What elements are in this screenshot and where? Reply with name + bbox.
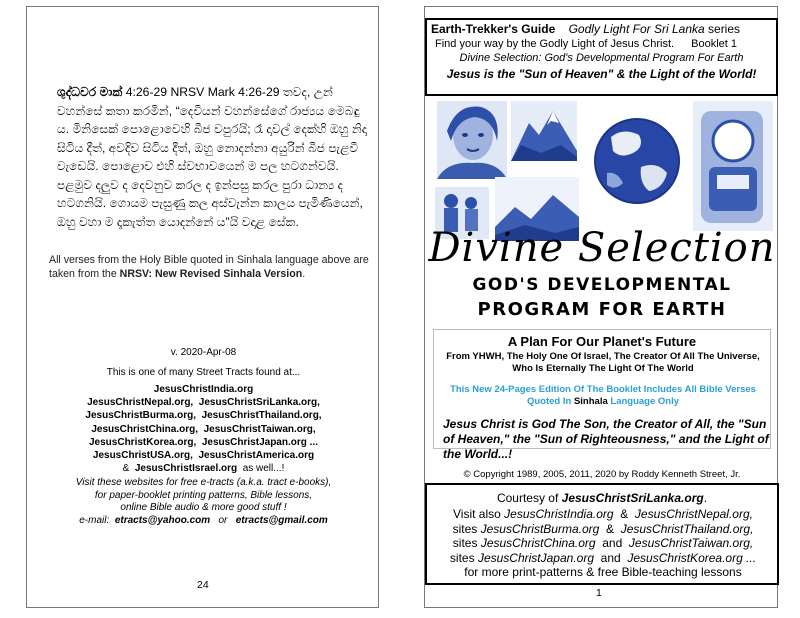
site-link[interactable]: JesusChristIsrael.org <box>134 463 238 475</box>
email-label: e-mail: <box>79 514 110 526</box>
visit-note <box>37 477 370 527</box>
series-name: Godly Light For Sri Lanka <box>568 22 705 36</box>
header-line-2 <box>435 38 737 50</box>
courtesy-line <box>427 491 777 505</box>
edition-text-end: Language Only <box>607 396 680 407</box>
right-page <box>424 6 778 608</box>
site-link[interactable]: JesusChristChina.org, <box>91 423 199 435</box>
site-link[interactable]: JesusChristIndia.org <box>153 384 254 395</box>
site-link[interactable]: JesusChristJapan.org <box>477 550 594 565</box>
courtesy-text: & <box>606 521 615 536</box>
visit-line: Visit these websites for free e-tracts (a.k.a. tract e-books), <box>75 477 332 488</box>
mountain-image <box>511 101 577 161</box>
site-link[interactable]: JesusChristThailand.org, <box>620 521 754 536</box>
page-number: 24 <box>197 579 209 591</box>
edition-language: Sinhala <box>573 396 608 407</box>
bible-version-note <box>49 253 369 281</box>
left-page <box>26 6 379 608</box>
courtesy-dot: . <box>703 491 708 505</box>
as-well-text: as well...! <box>242 463 285 475</box>
verse-reference: ශුද්ධවර මාක් <box>57 85 123 99</box>
site-link[interactable]: JesusChristJapan.org ... <box>201 436 318 448</box>
ampersand: & <box>122 463 130 475</box>
site-link[interactable]: JesusChristThailand.org, <box>201 410 322 422</box>
header-motto: Jesus is the "Sun of Heaven" & the Light of the World! <box>446 67 757 81</box>
page-number: 1 <box>596 587 602 599</box>
site-link[interactable]: JesusChristKorea.org, <box>89 436 197 448</box>
series-header <box>425 18 778 96</box>
copyright: © Copyright 1989, 2005, 2011, 2020 by Roddy Kenneth Street, Jr. <box>463 469 741 480</box>
cover-subtitle-2: PROGRAM FOR EARTH <box>477 299 727 320</box>
courtesy-site-link[interactable]: JesusChristSriLanka.org <box>561 491 704 505</box>
visit-line: for paper-booklet printing patterns, Bible lessons, <box>94 489 313 501</box>
jesus-claim: Jesus Christ is God The Son, the Creator of All, the "Sun of Heaven," the "Sun of Righteousness," and the Light of the World...! <box>443 417 769 461</box>
courtesy-text: Visit also <box>453 507 501 521</box>
earth-globe-image <box>583 101 687 227</box>
courtesy-sites <box>433 507 773 580</box>
series-suffix: series <box>708 22 741 36</box>
face-image <box>437 101 507 179</box>
courtesy-text: & <box>620 507 629 521</box>
courtesy-text: sites <box>452 521 478 536</box>
version-label: v. 2020-Apr-08 <box>170 347 237 358</box>
bible-note-text: All verses from the Holy Bible quoted in Sinhala language above are taken from the <box>49 254 369 280</box>
site-link[interactable]: JesusChristKorea.org ... <box>627 550 757 565</box>
plan-subtitle: From YHWH, The Holy One Of Israel, The Creator Of All The Universe, Who Is Eternally The Light Of The World <box>446 351 760 374</box>
header-tagline: Find your way by the Godly Light of Jesus Christ. <box>435 38 675 50</box>
courtesy-text: sites <box>452 536 478 550</box>
courtesy-text: and <box>600 550 621 565</box>
site-link[interactable]: JesusChristIndia.org <box>504 507 614 521</box>
cover-subtitle-1: GOD'S DEVELOPMENTAL <box>472 275 732 295</box>
site-link[interactable]: JesusChristChina.org <box>480 536 596 550</box>
plan-title: A Plan For Our Planet's Future <box>507 334 697 349</box>
guide-title: Earth-Trekker's Guide <box>431 22 556 36</box>
cover-title: Divine Selection <box>428 225 776 271</box>
visit-line: online Bible audio & more good stuff ! <box>120 502 287 514</box>
tract-intro: This is one of many Street Tracts found at... <box>106 367 301 378</box>
site-link[interactable]: JesusChristTaiwan.org, <box>203 423 316 435</box>
website-list <box>37 383 370 475</box>
site-link[interactable]: JesusChristSriLanka.org, <box>198 397 320 409</box>
header-line-1 <box>431 22 740 36</box>
courtesy-text: for more print-patterns & free Bible-teaching lessons <box>464 565 742 579</box>
courtesy-text: sites <box>449 550 475 565</box>
header-subtitle: Divine Selection: God's Developmental Program For Earth <box>459 52 744 64</box>
site-link[interactable]: JesusChristBurma.org <box>480 521 600 536</box>
verse-text: 4:26-29 NRSV Mark 4:26-29 තවද, උන් වහන්සේ කතා කරමින්, “දෙවියන් වහන්සේගේ රාජ්‍යය මෙබඳු ය. මිනිසෙක් පොළොවෙහි බීජ වපුරයි; රෑ දාවල් දෙක්හි ඔහු නිදා සිටිය දීත්, අවදිව සිටිය දීත්, ඔහු නොදන්නා අයුරින් බීජ පැළවී වැඩෙයි. පොළොව එහි ස්වභාවයෙන් ම පල හටගන්වයි. පළමුව දලුව ද දෙවනුව කරල ද ඉන්පසු කරල පුරා ධාන්‍ය ද හටගනියි. ගොයම පැසුණු කල අස්වැන්න කාලය පැමිණියෙන්, ඔහු වහා ම දෑකැත්ත යොදන්නේ ය”යි වදාළ සේක. <box>57 85 368 229</box>
courtesy-label: Courtesy of <box>496 491 559 505</box>
email-or: or <box>218 514 228 526</box>
site-link[interactable]: JesusChristBurma.org, <box>85 410 196 422</box>
booklet-number: Booklet 1 <box>691 38 737 50</box>
site-link[interactable]: JesusChristAmerica.org <box>198 450 315 462</box>
site-link[interactable]: JesusChristTaiwan.org, <box>628 536 754 550</box>
edition-note <box>440 384 766 408</box>
edition-text: This New 24-Pages Edition Of The Booklet Includes All Bible Verses Quoted In <box>450 384 756 407</box>
astronaut-image <box>693 101 773 231</box>
email-link[interactable]: etracts@gmail.com <box>235 514 328 526</box>
site-link[interactable]: JesusChristNepal.org, <box>634 507 753 521</box>
bible-note-period: . <box>302 268 306 280</box>
site-link[interactable]: JesusChristUSA.org, <box>92 450 193 462</box>
email-line <box>37 515 370 528</box>
site-link[interactable]: JesusChristNepal.org, <box>87 397 194 409</box>
email-link[interactable]: etracts@yahoo.com <box>114 514 211 526</box>
sinhala-verse <box>57 83 369 231</box>
courtesy-text: and <box>602 536 623 550</box>
courtesy-box <box>425 483 779 585</box>
bible-version-name: NRSV: New Revised Sinhala Version <box>119 268 303 280</box>
